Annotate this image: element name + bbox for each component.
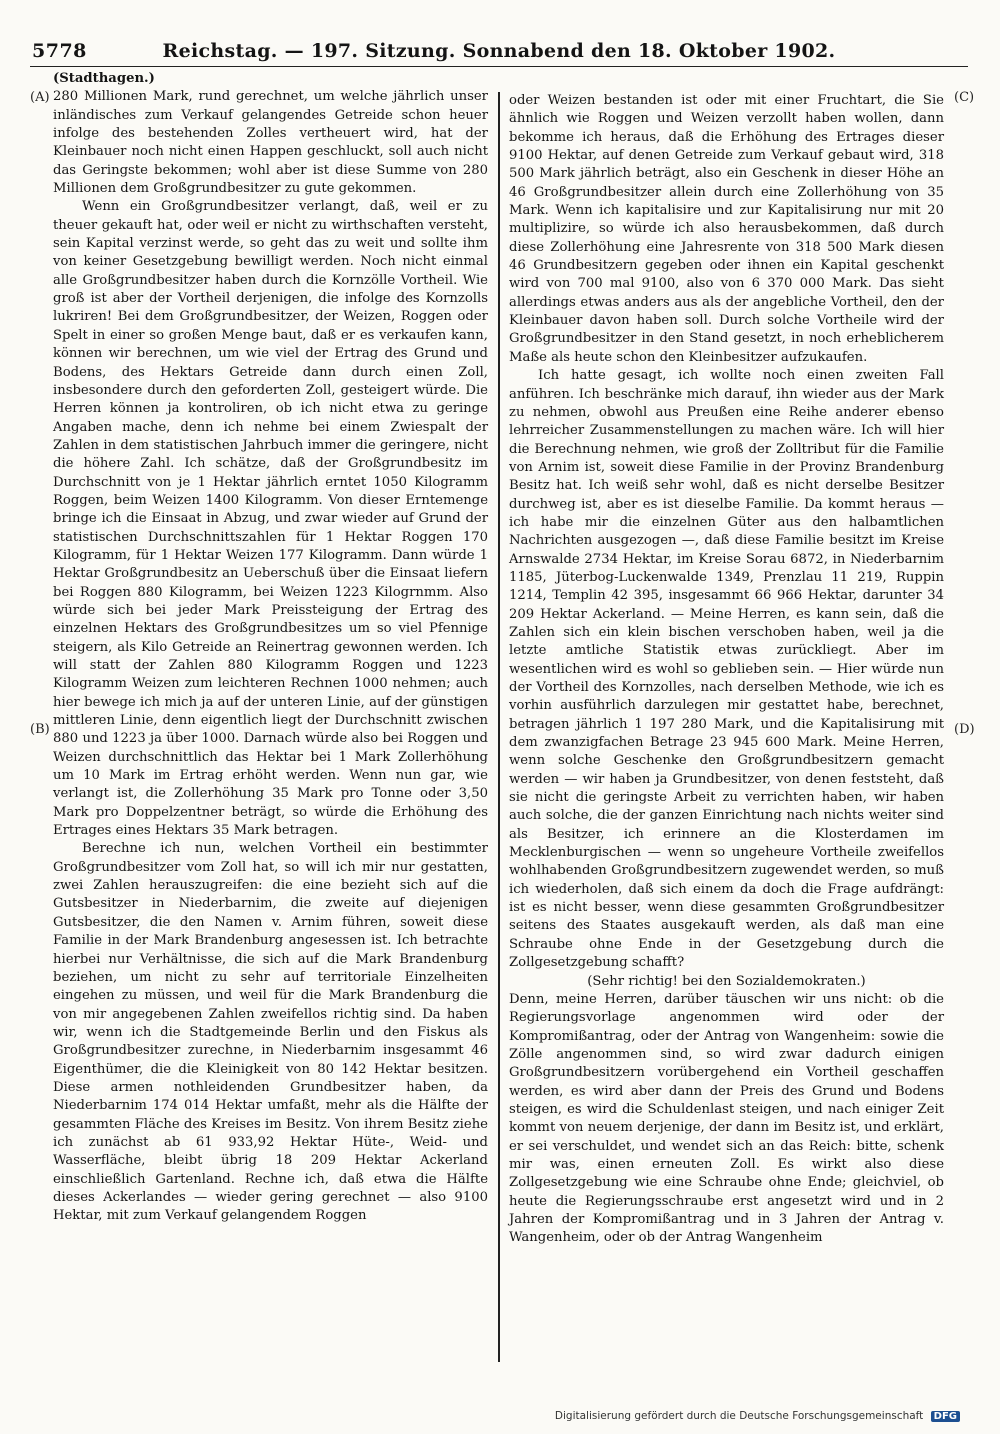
page-title: Reichstag. — 197. Sitzung. Sonnabend den 18. Oktober 1902.	[162, 40, 836, 62]
column-divider	[498, 92, 500, 1362]
page-number: 5778	[32, 40, 87, 62]
margin-marker-d: (D)	[954, 722, 975, 737]
footer-credit	[555, 1410, 960, 1422]
right-column	[509, 92, 944, 1248]
margin-marker-b: (B)	[30, 722, 50, 737]
left-column	[53, 70, 488, 1226]
speaker-tag: (Stadthagen.)	[53, 71, 155, 86]
interjection: (Sehr richtig! bei den Sozialdemokraten.)	[587, 973, 866, 989]
paragraph: Ich hatte gesagt, ich wollte noch einen zweiten Fall anführen. Ich beschränke mich darauf, ihn wieder aus der Mark zu nehmen, obwohl aus Preußen eine Reihe anderer ebenso lehrreicher Zusammenstellungen zu machen wäre. Ich will hier die Berechnung nehmen, wie groß der Zolltribut für die Familie von Arnim ist, soweit diese Familie in der Provinz Brandenburg Besitz hat. Ich weiß sehr wohl, daß es nicht derselbe Besitzer durchweg ist, aber es ist dieselbe Familie. Da kommt heraus — ich habe mir die einzelnen Güter aus den halbamtlichen Nachrichten ausgezogen —, daß diese Familie besitzt im Kreise Arnswalde 2734 Hektar, im Kreise Sorau 6872, in Niederbarnim 1185, Jüterbog-Luckenwalde 1349, Prenzlau 11 219, Ruppin 1214, Templin 42 395, insgesammt 66 966 Hektar, darunter 34 209 Hektar Ackerland. — Meine Herren, es kann sein, daß die Zahlen sich ein klein bischen verschoben haben, weil ja die letzte amtliche Statistik etwas zurückliegt. Aber im wesentlichen wird es wohl so geblieben sein. — Hier würde nun der Vortheil des Kornzolles, nach derselben Methode, wie ich es vorhin ausführlich darzulegen mir gestattet habe, berechnet, betragen jährlich 1 197 280 Mark, und die Kapitalisirung mit dem zwanzigfachen Betrage 23 945 600 Mark. Meine Herren, wenn solche Geschenke den Großgrundbesitzern gemacht werden — wir haben ja Grundbesitzer, von denen feststeht, daß sie nicht die geringste Arbeit zu verrichten haben, wir haben auch solche, die der ganzen Einrichtung nach nichts weiter sind als Besitzer, ich erinnere an die Klosterdamen im Mecklenburgischen — wenn so ungeheure Vortheile zweifellos wohlhabenden Großgrundbesitzern zugewendet werden, so muß ich wiederholen, daß sich einem da doch die Frage aufdrängt: ist es nicht besser, wenn diese gesammten Großgrundbesitzer seitens des Staates ausgekauft werden, als daß man eine Schraube ohne Ende in der Gesetzgebung durch die Zollgesetzgebung schafft?	[509, 368, 944, 971]
margin-marker-c: (C)	[954, 90, 975, 105]
footer-credit-text: Digitalisierung gefördert durch die Deutsche Forschungsgemeinschaft	[554, 1410, 924, 1422]
paragraph: Wenn ein Großgrundbesitzer verlangt, daß, weil er zu theuer gekauft hat, oder weil er nicht zu wirthschaften versteht, sein Kapital verzinst werde, so geht das zu weit und sollte ihm von keiner Gesetzgebung bewilligt werden. Noch nicht einmal alle Großgrundbesitzer haben durch die Kornzölle Vortheil. Wie groß ist aber der Vortheil derjenigen, die infolge des Kornzolls lukriren! Bei dem Großgrundbesitzer, der Weizen, Roggen oder Spelt in einer so großen Menge baut, daß er es verkaufen kann, können wir berechnen, um wie viel der Ertrag des Grund und Bodens, des Hektars Getreide dann durch einen Zoll, insbesondere durch den geforderten Zoll, gesteigert würde. Die Herren können ja kontroliren, ob ich nicht etwa zu geringe Angaben mache, denn ich nehme bei einem Zwiespalt der Zahlen in dem statistischen Jahrbuch immer die geringere, nicht die höhere Zahl. Ich schätze, daß der Großgrundbesitz im Durchschnitt von je 1 Hektar jährlich erntet 1050 Kilogramm Roggen, beim Weizen 1400 Kilogramm. Von dieser Erntemenge bringe ich die Einsaat in Abzug, und zwar wieder auf Grund der statistischen Durchschnittszahlen für 1 Hektar Roggen 170 Kilogramm, für 1 Hektar Weizen 177 Kilogramm. Dann würde 1 Hektar Großgrundbesitz an Ueberschuß über die Einsaat liefern bei Roggen 880 Kilogramm, bei Weizen 1223 Kilogrnmm. Also würde sich bei jeder Mark Preissteigung der Ertrag des einzelnen Hektars des Großgrundbesitzes um so viel Pfennige steigern, als Kilo Getreide an Reinertrag gewonnen werden. Ich will statt der Zahlen 880 Kilogramm Roggen und 1223 Kilogramm Weizen zum leichteren Rechnen 1000 nehmen; auch hier bewege ich mich ja auf der unteren Linie, auf der günstigen mittleren Linie, denn eigentlich liegt der Durchschnitt zwischen 880 und 1223 ja über 1000. Darnach würde also bei Roggen und Weizen durchschnittlich das Hektar bei 1 Mark Zollerhöhung um 10 Mark im Ertrag erhöht werden. Wenn nun gar, wie verlangt ist, die Zollerhöhung 35 Mark pro Tonne oder 3,50 Mark pro Doppelzentner beträgt, so würde die Erhöhung des Ertrages eines Hektars 35 Mark betragen.	[53, 199, 488, 839]
page-header	[30, 36, 968, 67]
paragraph: 280 Millionen Mark, rund gerechnet, um welche jährlich unser inländisches zum Verkauf gelangendes Getreide schon heuer infolge des bestehenden Zolles vertheuert wird, hat der Kleinbauer noch nicht einen Happen geschluckt, soll auch nicht das Geringste bekommen; wohl aber ist diese Summe von 280 Millionen dem Großgrundbesitzer zu gute gekommen.	[53, 89, 488, 197]
paragraph: oder Weizen bestanden ist oder mit einer Fruchtart, die Sie ähnlich wie Roggen und Weizen verzollt haben wollen, dann bekomme ich heraus, daß die Erhöhung des Ertrages dieser 9100 Hektar, auf denen Getreide zum Verkauf gebaut wird, 318 500 Mark jährlich beträgt, also ein Geschenk in dieser Höhe an 46 Großgrundbesitzer allein durch eine Zollerhöhung von 35 Mark. Wenn ich kapitalisire und zur Kapitalisirung nur mit 20 multiplizire, so würde ich also herausbekommen, daß durch diese Zollerhöhung eine Jahresrente von 318 500 Mark diesen 46 Grundbesitzern gegeben oder ihnen ein Kapital geschenkt wird von 700 mal 9100, also von 6 370 000 Mark. Das sieht allerdings etwas anders aus als der angebliche Vortheil, den der Kleinbauer davon haben soll. Durch solche Vortheile wird der Großgrundbesitzer in den Stand gesetzt, in noch erheblicherem Maße als heute schon den Kleinbesitzer aufzukaufen.	[509, 93, 944, 365]
paragraph: Denn, meine Herren, darüber täuschen wir uns nicht: ob die Regierungsvorlage angenommen wird oder der Kompromißantrag, oder der Antrag von Wangenheim: sowie die Zölle angenommen sind, so wird zwar dadurch einigen Großgrundbesitzern vorübergehend ein Vortheil geschaffen werden, es wird aber dann der Preis des Grund und Bodens steigen, es wird die Schuldenlast steigen, und nach einiger Zeit kommt von neuem derjenige, der dann im Besitz ist, und erklärt, er sei verschuldet, und wendet sich an das Reich: bitte, schenk mir was, einen erneuten Zoll. Es wirkt also diese Zollgesetzgebung wie eine Schraube ohne Ende; gleichviel, ob heute die Regierungsschraube erst angesetzt wird und in 2 Jahren der Kompromißantrag und in 3 Jahren der Antrag v. Wangenheim, oder ob der Antrag Wangenheim	[509, 991, 944, 1246]
margin-marker-a: (A)	[30, 90, 50, 105]
dfg-logo: DFG	[931, 1411, 960, 1422]
paragraph: Berechne ich nun, welchen Vortheil ein bestimmter Großgrundbesitzer vom Zoll hat, so will ich mir nur gestatten, zwei Zahlen herauszugreifen: die eine bezieht sich auf die Gutsbesitzer in Niederbarnim, die zweite auf diejenigen Gutsbesitzer, die den Namen v. Arnim führen, soweit diese Familie in der Mark Brandenburg angesessen ist. Ich betrachte hierbei nur Verhältnisse, die sich auf die Mark Brandenburg beziehen, um nicht zu sehr auf territoriale Einzelheiten eingehen zu müssen, und weil für die Mark Brandenburg die von mir angegebenen Zahlen zweifellos richtig sind. Da haben wir, wenn ich die Stadtgemeinde Berlin und den Fiskus als Großgrundbesitzer zurechne, in Niederbarnim insgesammt 46 Eigenthümer, die die Kleinigkeit von 80 142 Hektar besitzen. Diese armen nothleidenden Grundbesitzer haben, da Niederbarnim 174 014 Hektar umfaßt, mehr als die Hälfte der gesammten Fläche des Kreises im Besitz. Von ihrem Besitz ziehe ich zunächst ab 61 933,92 Hektar Hüte-, Weid- und Wasserfläche, bleibt übrig 18 209 Hektar Ackerland einschließlich Gartenland. Rechne ich, daß etwa die Hälfte dieses Ackerlandes — wieder gering gerechnet — also 9100 Hektar, mit zum Verkauf gelangendem Roggen	[53, 841, 488, 1224]
